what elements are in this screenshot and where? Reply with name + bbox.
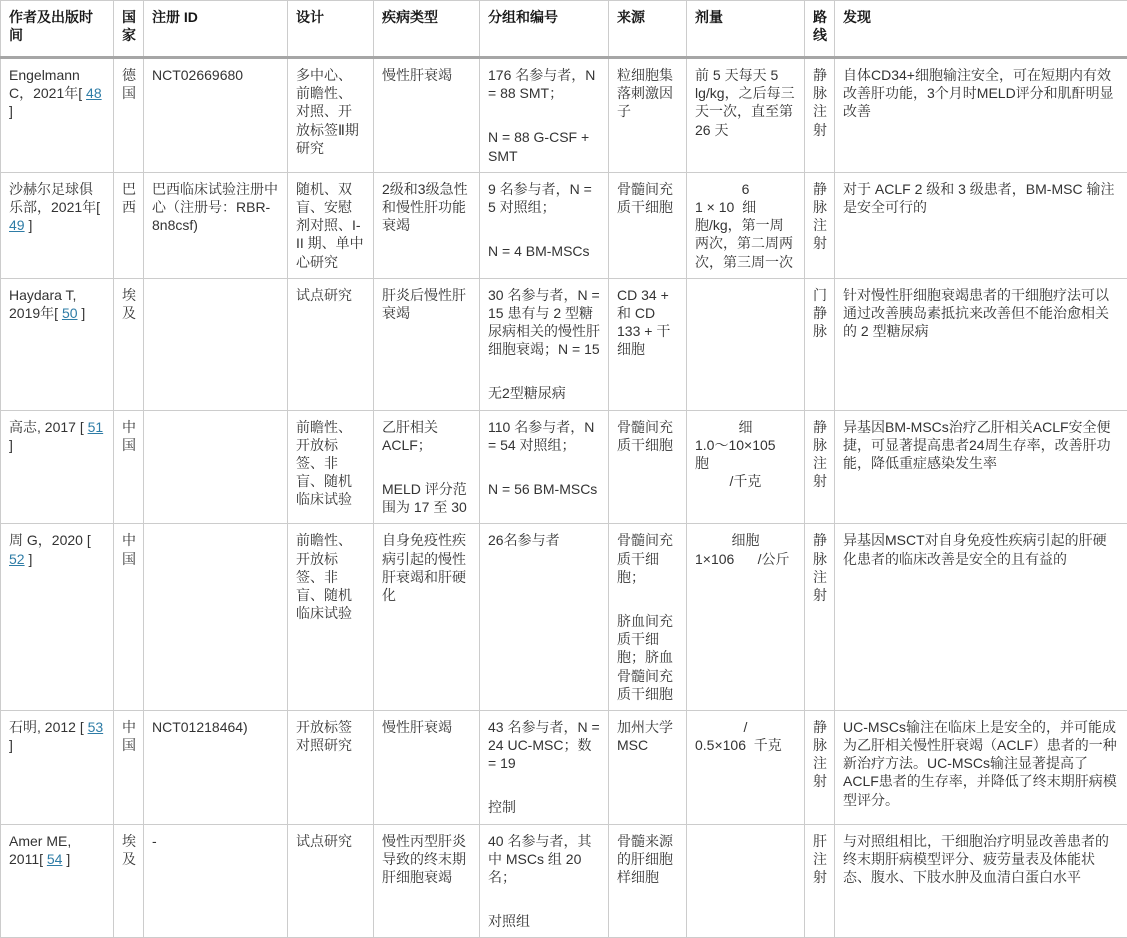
cell-route	[805, 524, 835, 711]
cell-line: 1×106 /公斤	[695, 550, 796, 568]
cell-source	[609, 710, 687, 824]
header-country: 国家	[114, 1, 144, 58]
cell-line: 胞	[695, 454, 796, 472]
cell-country	[114, 524, 144, 711]
author-text-post: ]	[78, 305, 86, 321]
author-text-post: ]	[9, 737, 13, 753]
cell-reg_id	[144, 524, 288, 711]
cell-reg_id	[144, 58, 288, 173]
cell-line: 1 × 10 细胞/kg，第一周两次，第二周两次，第三周一次	[695, 198, 796, 271]
cell-line: 无2型糖尿病	[488, 384, 600, 402]
header-source: 来源	[609, 1, 687, 58]
author-text: Haydara T, 2019年[	[9, 287, 76, 321]
cell-finding	[835, 278, 1127, 410]
cell-line: 肝注射	[813, 832, 826, 887]
cell-line: N = 56 BM-MSCs	[488, 480, 600, 498]
cell-reg_id	[144, 410, 288, 524]
reference-link[interactable]: 48	[86, 85, 102, 101]
cell-dose	[687, 710, 805, 824]
header-dose: 剂量	[687, 1, 805, 58]
cell-reg_id	[144, 278, 288, 410]
cell-line: 试点研究	[296, 286, 365, 304]
cell-line: CD 34 + 和 CD 133 + 干细胞	[617, 286, 678, 359]
cell-author	[1, 58, 114, 173]
author-text-post: ]	[9, 103, 13, 119]
cell-line: 随机、双盲、安慰剂对照、I-II 期、单中心研究	[296, 180, 365, 271]
cell-route	[805, 278, 835, 410]
cell-dose	[687, 824, 805, 938]
blank-line	[488, 358, 600, 384]
header-design: 设计	[288, 1, 374, 58]
cell-line: 埃及	[122, 286, 135, 322]
cell-disease	[374, 710, 480, 824]
cell-finding	[835, 524, 1127, 711]
cell-line: 开放标签对照研究	[296, 718, 365, 754]
author-text: 高志, 2017 [	[9, 419, 88, 435]
cell-line: 40 名参与者，其中 MSCs 组 20 名；	[488, 832, 600, 887]
cell-country	[114, 278, 144, 410]
author-text: 沙赫尔足球俱乐部，2021年[	[9, 181, 100, 215]
table-header	[1, 1, 1127, 58]
cell-line: 43 名参与者，N = 24 UC-MSC；数 = 19	[488, 718, 600, 773]
cell-country	[114, 172, 144, 278]
cell-line: 110 名参与者，N = 54 对照组；	[488, 418, 600, 454]
cell-line: /	[695, 718, 796, 736]
header-disease: 疾病类型	[374, 1, 480, 58]
cell-line: 对照组	[488, 912, 600, 930]
header-group: 分组和编号	[480, 1, 609, 58]
cell-dose	[687, 58, 805, 173]
cell-line: /千克	[695, 472, 796, 490]
cell-line: UC-MSCs输注在临床上是安全的，并可能成为乙肝相关慢性肝衰竭（ACLF）患者的一种新治疗方法。UC-MSCs输注显著提高了ACLF患者的生存率，并降低了终末期肝病模型评分。	[843, 718, 1119, 809]
cell-source	[609, 824, 687, 938]
cell-route	[805, 824, 835, 938]
cell-line: 0.5×106 千克	[695, 736, 796, 754]
blank-line	[488, 454, 600, 480]
cell-line: 骨髓来源的肝细胞样细胞	[617, 832, 678, 887]
cell-disease	[374, 172, 480, 278]
cell-route	[805, 58, 835, 173]
cell-line: 骨髓间充质干细胞	[617, 418, 678, 454]
cell-line: -	[152, 832, 279, 850]
header-reg-id: 注册 ID	[144, 1, 288, 58]
cell-line: 26名参与者	[488, 531, 600, 549]
cell-line: 中国	[122, 418, 135, 454]
cell-design	[288, 824, 374, 938]
cell-author	[1, 524, 114, 711]
blank-line	[488, 772, 600, 798]
cell-line: MELD 评分范围为 17 至 30	[382, 480, 471, 516]
cell-line: 静脉注射	[813, 718, 826, 791]
cell-line: 中国	[122, 718, 135, 754]
header-row	[1, 1, 1127, 58]
cell-line: 前瞻性、开放标签、非盲、随机临床试验	[296, 418, 365, 509]
cell-line: NCT02669680	[152, 66, 279, 84]
cell-line: 骨髓间充质干细胞；	[617, 531, 678, 586]
cell-line: 中国	[122, 531, 135, 567]
cell-dose	[687, 172, 805, 278]
cell-group	[480, 172, 609, 278]
cell-line: 细	[695, 418, 796, 436]
cell-line: 静脉注射	[813, 531, 826, 604]
cell-finding	[835, 58, 1127, 173]
blank-line	[617, 586, 678, 612]
table-row	[1, 524, 1127, 711]
cell-design	[288, 278, 374, 410]
cell-line: 多中心、前瞻性、对照、开放标签Ⅱ期研究	[296, 66, 365, 157]
cell-design	[288, 58, 374, 173]
cell-line: 静脉注射	[813, 180, 826, 253]
cell-dose	[687, 410, 805, 524]
cell-line: 对于 ACLF 2 级和 3 级患者，BM-MSC 输注是安全可行的	[843, 180, 1119, 216]
cell-line: 慢性肝衰竭	[382, 66, 471, 84]
cell-line: 脐血间充质干细胞；脐血骨髓间充质干细胞	[617, 612, 678, 703]
cell-route	[805, 410, 835, 524]
table-row	[1, 410, 1127, 524]
cell-line: 控制	[488, 798, 600, 816]
cell-group	[480, 524, 609, 711]
blank-line	[488, 102, 600, 128]
cell-design	[288, 710, 374, 824]
cell-line: 176 名参与者，N = 88 SMT；	[488, 66, 600, 102]
table-row	[1, 278, 1127, 410]
cell-line: 门静脉	[813, 286, 826, 341]
cell-finding	[835, 824, 1127, 938]
author-text: 周 G，2020 [	[9, 532, 91, 548]
cell-author	[1, 172, 114, 278]
header-finding: 发现	[835, 1, 1127, 58]
cell-disease	[374, 58, 480, 173]
reference-link[interactable]: 51	[88, 419, 104, 435]
cell-line: 肝炎后慢性肝衰竭	[382, 286, 471, 322]
cell-finding	[835, 172, 1127, 278]
cell-line: 针对慢性肝细胞衰竭患者的干细胞疗法可以通过改善胰岛素抵抗来改善但不能治愈相关的 2 型糖尿病	[843, 286, 1119, 341]
cell-line: 粒细胞集落刺激因子	[617, 66, 678, 121]
cell-design	[288, 524, 374, 711]
cell-group	[480, 410, 609, 524]
reference-link[interactable]: 49	[9, 217, 25, 233]
cell-disease	[374, 824, 480, 938]
blank-line	[488, 886, 600, 912]
cell-design	[288, 410, 374, 524]
cell-line: 异基因MSCT对自身免疫性疾病引起的肝硬化患者的临床改善是安全的且有益的	[843, 531, 1119, 567]
cell-finding	[835, 410, 1127, 524]
cell-line: 乙肝相关 ACLF；	[382, 418, 471, 454]
cell-line: 自体CD34+细胞输注安全，可在短期内有效改善肝功能，3个月时MELD评分和肌酐明显改善	[843, 66, 1119, 121]
cell-line: 埃及	[122, 832, 135, 868]
cell-author	[1, 710, 114, 824]
cell-dose	[687, 278, 805, 410]
cell-line: 骨髓间充质干细胞	[617, 180, 678, 216]
author-text: Amer ME, 2011[	[9, 833, 71, 867]
cell-dose	[687, 524, 805, 711]
cell-line: 巴西	[122, 180, 135, 216]
cell-line: 静脉注射	[813, 418, 826, 491]
author-text-post: ]	[9, 437, 13, 453]
blank-line	[382, 454, 471, 480]
header-route: 路线	[805, 1, 835, 58]
cell-line: 6	[695, 180, 796, 198]
blank-line	[488, 216, 600, 242]
cell-source	[609, 58, 687, 173]
author-text-post: ]	[25, 551, 33, 567]
cell-group	[480, 278, 609, 410]
cell-disease	[374, 278, 480, 410]
header-author: 作者及出版时间	[1, 1, 114, 58]
table-row	[1, 824, 1127, 938]
cell-group	[480, 824, 609, 938]
cell-author	[1, 824, 114, 938]
cell-reg_id	[144, 172, 288, 278]
author-text: 石明, 2012 [	[9, 719, 88, 735]
author-text-post: ]	[25, 217, 33, 233]
cell-line: 异基因BM-MSCs治疗乙肝相关ACLF安全便捷，可显著提高患者24周生存率，改善肝功能，降低重症感染发生率	[843, 418, 1119, 473]
cell-line: N = 4 BM-MSCs	[488, 242, 600, 260]
reference-link[interactable]: 50	[62, 305, 78, 321]
cell-design	[288, 172, 374, 278]
reference-link[interactable]: 52	[9, 551, 25, 567]
cell-author	[1, 410, 114, 524]
cell-line: 慢性丙型肝炎导致的终末期肝细胞衰竭	[382, 832, 471, 887]
cell-group	[480, 58, 609, 173]
cell-country	[114, 824, 144, 938]
cell-line: 静脉注射	[813, 66, 826, 139]
cell-line: 慢性肝衰竭	[382, 718, 471, 736]
table-row	[1, 172, 1127, 278]
cell-route	[805, 710, 835, 824]
cell-source	[609, 172, 687, 278]
cell-reg_id	[144, 710, 288, 824]
cell-line: 与对照组相比，干细胞治疗明显改善患者的终末期肝病模型评分、疲劳量表及体能状态、腹水、下肢水肿及血清白蛋白水平	[843, 832, 1119, 887]
cell-line: 1.0～10×105	[695, 436, 796, 454]
table-row	[1, 710, 1127, 824]
reference-link[interactable]: 53	[88, 719, 104, 735]
cell-route	[805, 172, 835, 278]
cell-line: 德国	[122, 66, 135, 102]
cell-line: 加州大学 MSC	[617, 718, 678, 754]
table-row	[1, 58, 1127, 173]
cell-line: 前 5 天每天 5 lg/kg，之后每三天一次，直至第 26 天	[695, 66, 796, 139]
table-body	[1, 58, 1127, 938]
reference-link[interactable]: 54	[47, 851, 63, 867]
cell-line: N = 88 G-CSF + SMT	[488, 128, 600, 164]
cell-disease	[374, 410, 480, 524]
author-text-post: ]	[62, 851, 70, 867]
cell-line: 前瞻性、开放标签、非盲、随机临床试验	[296, 531, 365, 622]
cell-line: 细胞	[695, 531, 796, 549]
cell-country	[114, 58, 144, 173]
cell-line: 9 名参与者，N = 5 对照组；	[488, 180, 600, 216]
cell-source	[609, 410, 687, 524]
cell-author	[1, 278, 114, 410]
cell-country	[114, 410, 144, 524]
cell-line: 2级和3级急性和慢性肝功能衰竭	[382, 180, 471, 235]
cell-finding	[835, 710, 1127, 824]
cell-line: 30 名参与者，N = 15 患有与 2 型糖尿病相关的慢性肝细胞衰竭；N = 15	[488, 286, 600, 359]
cell-line: NCT01218464)	[152, 718, 279, 736]
cell-line: 巴西临床试验注册中心（注册号：RBR-8n8csf)	[152, 180, 279, 235]
cell-group	[480, 710, 609, 824]
cell-source	[609, 524, 687, 711]
author-text: Engelmann C，2021年[	[9, 67, 86, 101]
cell-reg_id	[144, 824, 288, 938]
cell-country	[114, 710, 144, 824]
cell-line: 自身免疫性疾病引起的慢性肝衰竭和肝硬化	[382, 531, 471, 604]
cell-line: 试点研究	[296, 832, 365, 850]
cell-source	[609, 278, 687, 410]
cell-disease	[374, 524, 480, 711]
